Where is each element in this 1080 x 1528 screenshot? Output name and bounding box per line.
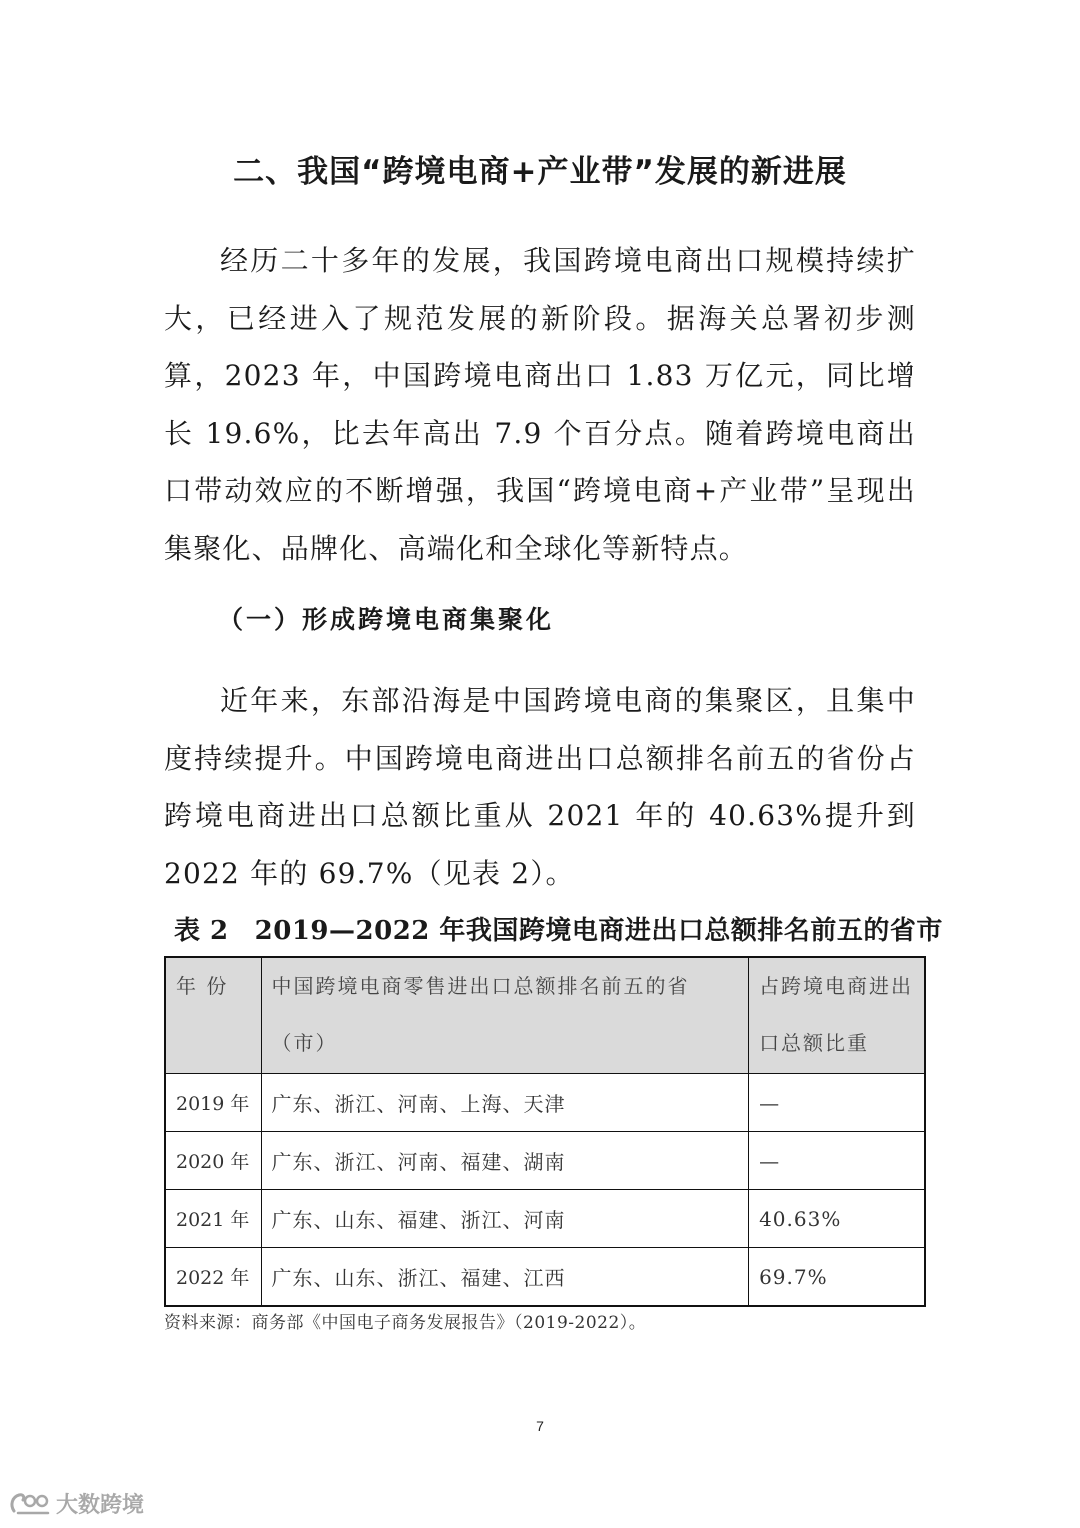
table-header-row [165, 957, 925, 1074]
cell-year: 2021 年 [165, 1190, 261, 1248]
cell-provinces: 广东、山东、福建、浙江、河南 [261, 1190, 749, 1248]
cell-ratio: 40.63% [749, 1190, 925, 1248]
cell-year: 2020 年 [165, 1132, 261, 1190]
cell-ratio: — [749, 1132, 925, 1190]
watermark-text: 大数跨境 [56, 1493, 145, 1518]
table-row [165, 1248, 925, 1307]
province-ranking-table [164, 956, 926, 1307]
cell-ratio: — [749, 1074, 925, 1132]
table-caption [174, 910, 943, 947]
table-source: 资料来源：商务部《中国电子商务发展报告》（2019-2022）。 [164, 1313, 647, 1333]
table-row [165, 1132, 925, 1190]
cell-provinces: 广东、浙江、河南、福建、湖南 [261, 1132, 749, 1190]
watermark [8, 1488, 144, 1519]
cell-year: 2019 年 [165, 1074, 261, 1132]
cell-ratio: 69.7% [749, 1248, 925, 1307]
cell-provinces: 广东、山东、浙江、福建、江西 [261, 1248, 749, 1307]
section-heading: 二、我国“跨境电商+产业带”发展的新进展 [233, 154, 847, 190]
page-number: 7 [536, 1418, 544, 1434]
subsection-paragraph: 近年来，东部沿海是中国跨境电商的集聚区，且集中度持续提升。中国跨境电商进出口总额排名前五的省份占跨境电商进出口总额比重从 2021 年的 40.63%提升到 2022 年的 69.7%（见表 2）。 [164, 684, 916, 890]
cell-year: 2022 年 [165, 1248, 261, 1307]
header-ratio: 占跨境电商进出口总额比重 [749, 957, 925, 1074]
table-title: 2019—2022 年我国跨境电商进出口总额排名前五的省市 [254, 916, 943, 946]
intro-paragraph: 经历二十多年的发展，我国跨境电商出口规模持续扩大，已经进入了规范发展的新阶段。据海关总署初步测算，2023 年，中国跨境电商出口 1.83 万亿元，同比增长 19.6%，比去年高出 7.9 个百分点。随着跨境电商出口带动效应的不断增强，我国“跨境电商+产业带”呈现出集聚化、品牌化、高端化和全球化等新特点。 [164, 244, 916, 565]
cell-provinces: 广东、浙江、河南、上海、天津 [261, 1074, 749, 1132]
logo-icon [8, 1489, 54, 1519]
subsection-heading: （一）形成跨境电商集聚化 [218, 605, 555, 634]
table-label: 表 2 [174, 916, 229, 946]
header-provinces: 中国跨境电商零售进出口总额排名前五的省（市） [261, 957, 749, 1074]
header-year: 年 份 [165, 957, 261, 1074]
table-row [165, 1190, 925, 1248]
table-row [165, 1074, 925, 1132]
